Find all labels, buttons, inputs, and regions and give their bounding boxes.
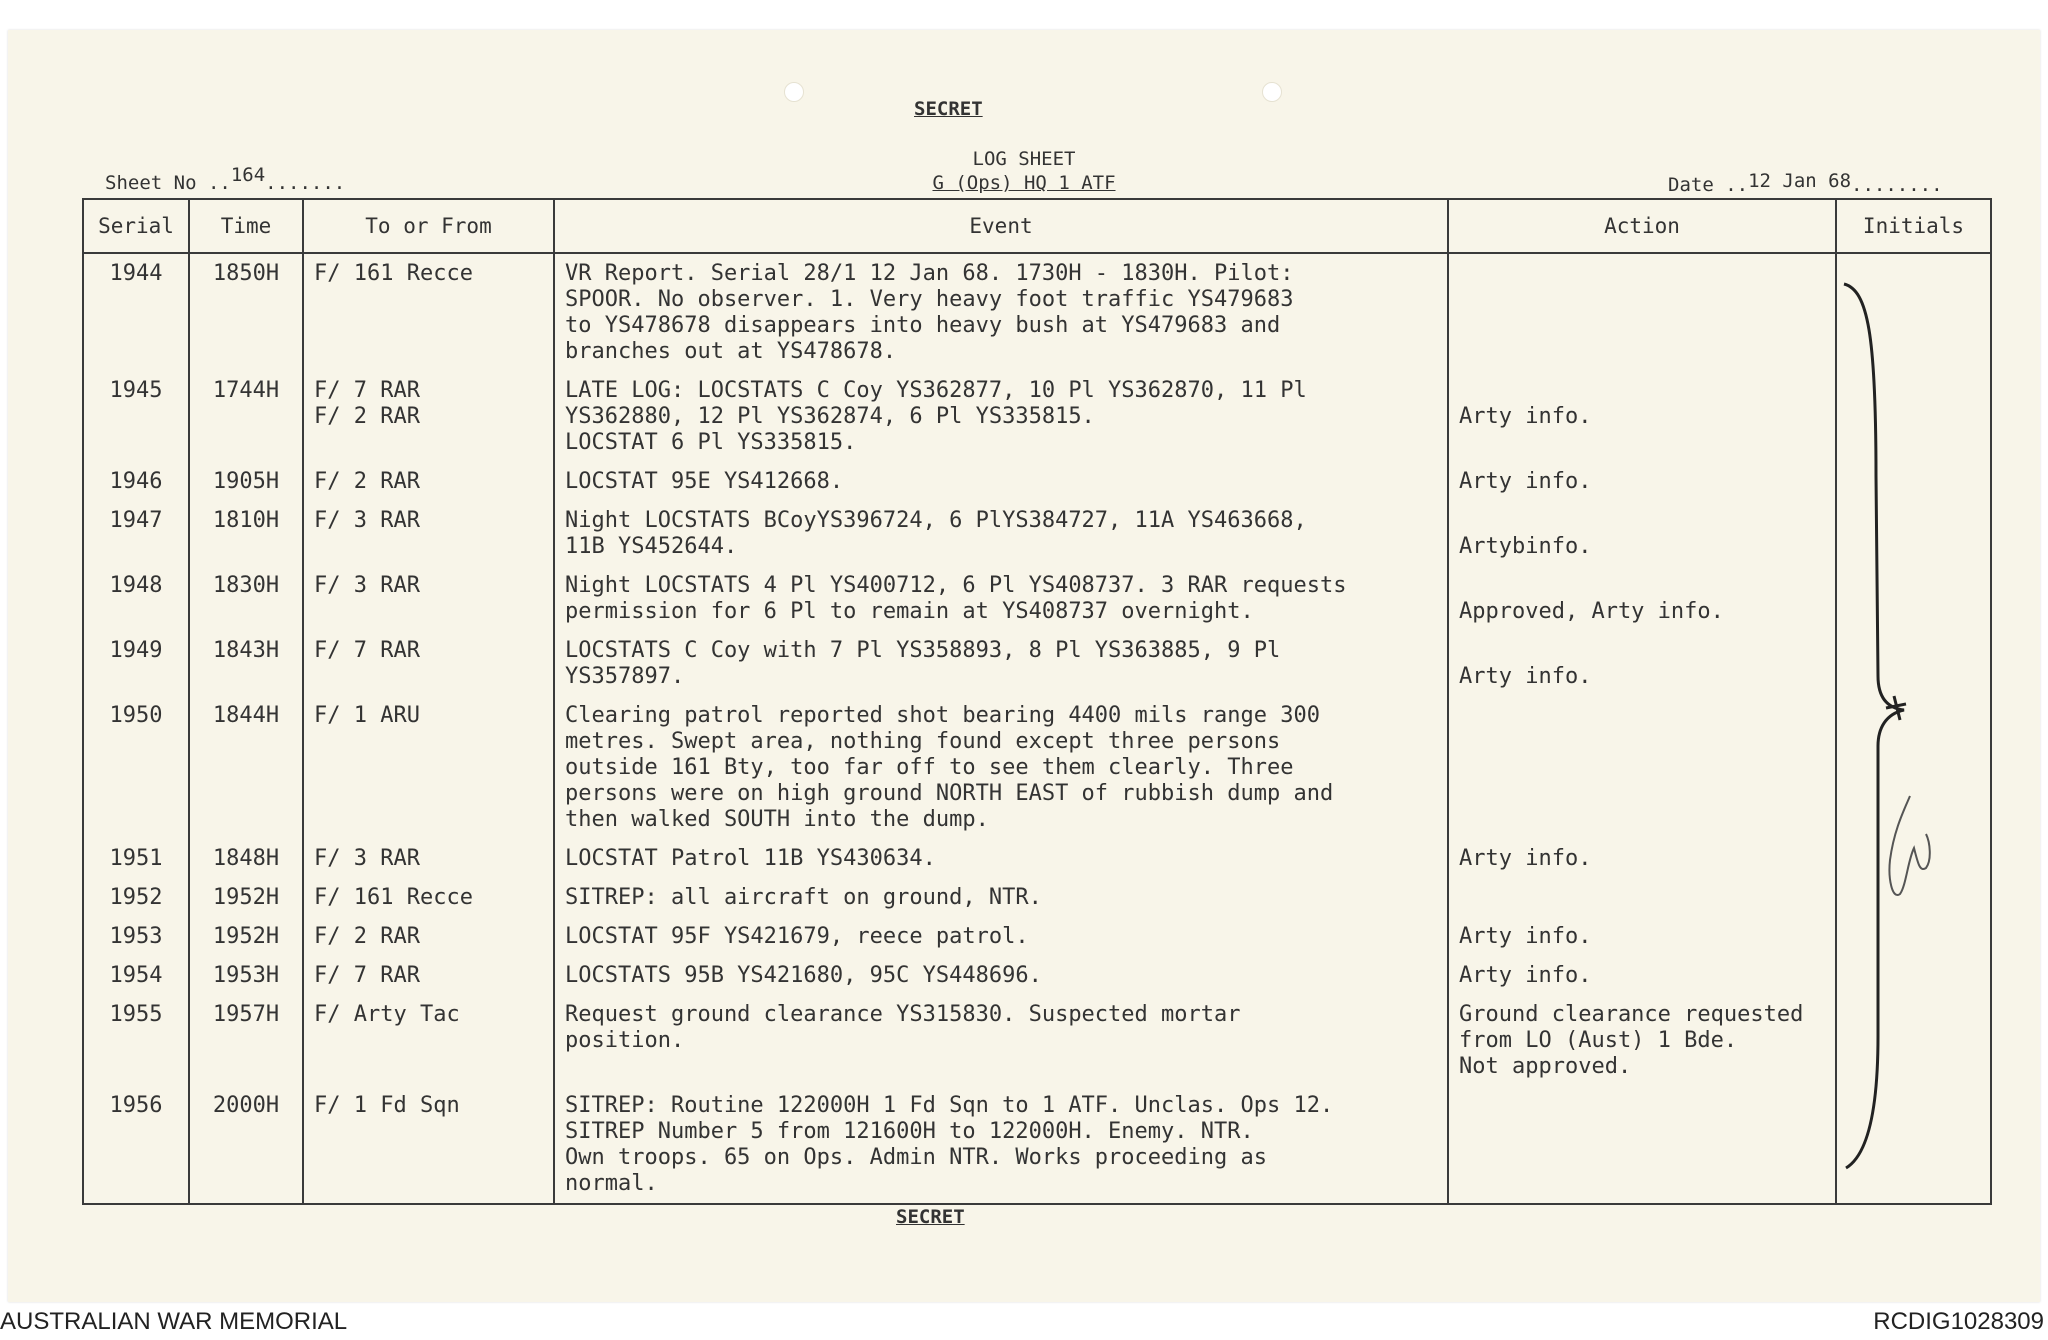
serial-cell: 1950	[83, 696, 189, 839]
event-cell: LOCSTATS 95B YS421680, 95C YS448696.	[554, 956, 1448, 995]
table-row	[83, 917, 1991, 956]
sheet-number-dots: .......	[265, 172, 346, 194]
time-cell: 1844H	[189, 696, 303, 839]
event-cell: VR Report. Serial 28/1 12 Jan 68. 1730H - 1830H. Pilot: SPOOR. No observer. 1. Very heavy foot traffic YS479683 to YS478678 disappears into heavy bush at YS479683 and branches out at YS478678.	[554, 253, 1448, 371]
serial-cell: 1955	[83, 995, 189, 1086]
punch-hole	[784, 82, 804, 102]
event-cell: Night LOCSTATS 4 Pl YS400712, 6 Pl YS408737. 3 RAR requests permission for 6 Pl to remain at YS408737 overnight.	[554, 566, 1448, 631]
date-label: Date ..	[1668, 174, 1749, 196]
event-cell: LOCSTAT Patrol 11B YS430634.	[554, 839, 1448, 878]
serial-cell: 1951	[83, 839, 189, 878]
log-sheet-title: LOG SHEET	[972, 148, 1076, 170]
event-cell: LOCSTAT 95F YS421679, reece patrol.	[554, 917, 1448, 956]
serial-cell: 1949	[83, 631, 189, 696]
sheet-number-label: Sheet No ..	[105, 172, 231, 194]
from-cell: F/ 3 RAR	[303, 839, 554, 878]
col-serial-header: Serial	[83, 199, 189, 253]
unit-title: G (Ops) HQ 1 ATF	[932, 172, 1116, 194]
table-row	[83, 995, 1991, 1086]
serial-cell: 1953	[83, 917, 189, 956]
from-cell: F/ 3 RAR	[303, 501, 554, 566]
event-cell: Request ground clearance YS315830. Suspected mortar position.	[554, 995, 1448, 1086]
table-row	[83, 566, 1991, 631]
table-row	[83, 1086, 1991, 1204]
date-dots: ........	[1851, 174, 1943, 196]
time-cell: 1850H	[189, 253, 303, 371]
event-cell: LOCSTATS C Coy with 7 Pl YS358893, 8 Pl YS363885, 9 Pl YS357897.	[554, 631, 1448, 696]
serial-cell: 1954	[83, 956, 189, 995]
punch-hole	[1262, 82, 1282, 102]
from-cell: F/ 7 RAR	[303, 956, 554, 995]
action-cell	[1448, 1086, 1836, 1204]
event-cell: LOCSTAT 95E YS412668.	[554, 462, 1448, 501]
from-cell: F/ 1 Fd Sqn	[303, 1086, 554, 1204]
table-row	[83, 839, 1991, 878]
from-cell: F/ 7 RAR F/ 2 RAR	[303, 371, 554, 462]
table-row	[83, 371, 1991, 462]
log-table-header	[83, 199, 1991, 253]
event-cell: Clearing patrol reported shot bearing 4400 mils range 300 metres. Swept area, nothing found except three persons outside 161 Bty, too far off to see them clearly. Three persons were on high ground NORTH EAST of rubbish dump and then walked SOUTH into the dump.	[554, 696, 1448, 839]
sheet-date	[1668, 170, 1943, 196]
from-cell: F/ 2 RAR	[303, 462, 554, 501]
serial-cell: 1956	[83, 1086, 189, 1204]
action-cell: Approved, Arty info.	[1448, 566, 1836, 631]
from-cell: F/ 1 ARU	[303, 696, 554, 839]
time-cell: 1810H	[189, 501, 303, 566]
time-cell: 1952H	[189, 878, 303, 917]
time-cell: 1952H	[189, 917, 303, 956]
action-cell: Arty info.	[1448, 371, 1836, 462]
action-cell: Arty info.	[1448, 917, 1836, 956]
date-value: 12 Jan 68	[1748, 170, 1852, 192]
serial-cell: 1947	[83, 501, 189, 566]
event-cell: SITREP: all aircraft on ground, NTR.	[554, 878, 1448, 917]
col-event-header: Event	[554, 199, 1448, 253]
from-cell: F/ 2 RAR	[303, 917, 554, 956]
serial-cell: 1948	[83, 566, 189, 631]
table-row	[83, 462, 1991, 501]
serial-cell: 1944	[83, 253, 189, 371]
action-cell	[1448, 696, 1836, 839]
classification-bottom: SECRET	[896, 1206, 965, 1228]
from-cell: F/ 161 Recce	[303, 878, 554, 917]
handwritten-initials	[1880, 790, 1936, 910]
action-cell: Arty info.	[1448, 956, 1836, 995]
footer-reference: RCDIG1028309	[1873, 1308, 2044, 1335]
table-row	[83, 696, 1991, 839]
action-cell: Artybinfo.	[1448, 501, 1836, 566]
action-cell	[1448, 253, 1836, 371]
from-cell: F/ 3 RAR	[303, 566, 554, 631]
time-cell: 1848H	[189, 839, 303, 878]
action-cell: Ground clearance requested from LO (Aust) 1 Bde. Not approved.	[1448, 995, 1836, 1086]
serial-cell: 1946	[83, 462, 189, 501]
table-row	[83, 501, 1991, 566]
action-cell: Arty info.	[1448, 631, 1836, 696]
time-cell: 2000H	[189, 1086, 303, 1204]
time-cell: 1830H	[189, 566, 303, 631]
action-cell: Arty info.	[1448, 839, 1836, 878]
from-cell: F/ 7 RAR	[303, 631, 554, 696]
log-table	[82, 198, 1992, 1205]
classification-top: SECRET	[914, 98, 983, 120]
sheet-number	[105, 164, 346, 194]
col-initials-header: Initials	[1836, 199, 1991, 253]
col-time-header: Time	[189, 199, 303, 253]
event-cell: Night LOCSTATS BCoyYS396724, 6 PlYS384727, 11A YS463668, 11B YS452644.	[554, 501, 1448, 566]
footer-source: AUSTRALIAN WAR MEMORIAL	[0, 1308, 348, 1335]
sheet-number-value: 164	[230, 164, 266, 186]
time-cell: 1957H	[189, 995, 303, 1086]
time-cell: 1744H	[189, 371, 303, 462]
col-action-header: Action	[1448, 199, 1836, 253]
table-row	[83, 631, 1991, 696]
from-cell: F/ Arty Tac	[303, 995, 554, 1086]
action-cell	[1448, 878, 1836, 917]
col-from-header: To or From	[303, 199, 554, 253]
serial-cell: 1945	[83, 371, 189, 462]
event-cell: SITREP: Routine 122000H 1 Fd Sqn to 1 ATF. Unclas. Ops 12. SITREP Number 5 from 121600H to 122000H. Enemy. NTR. Own troops. 65 on Ops. Admin NTR. Works proceeding as normal.	[554, 1086, 1448, 1204]
time-cell: 1953H	[189, 956, 303, 995]
table-row	[83, 253, 1991, 371]
initials-brace-mark	[1842, 276, 1922, 1176]
table-row	[83, 956, 1991, 995]
table-row	[83, 878, 1991, 917]
serial-cell: 1952	[83, 878, 189, 917]
event-cell: LATE LOG: LOCSTATS C Coy YS362877, 10 Pl YS362870, 11 Pl YS362880, 12 Pl YS362874, 6 Pl YS335815. LOCSTAT 6 Pl YS335815.	[554, 371, 1448, 462]
action-cell: Arty info.	[1448, 462, 1836, 501]
time-cell: 1843H	[189, 631, 303, 696]
time-cell: 1905H	[189, 462, 303, 501]
from-cell: F/ 161 Recce	[303, 253, 554, 371]
